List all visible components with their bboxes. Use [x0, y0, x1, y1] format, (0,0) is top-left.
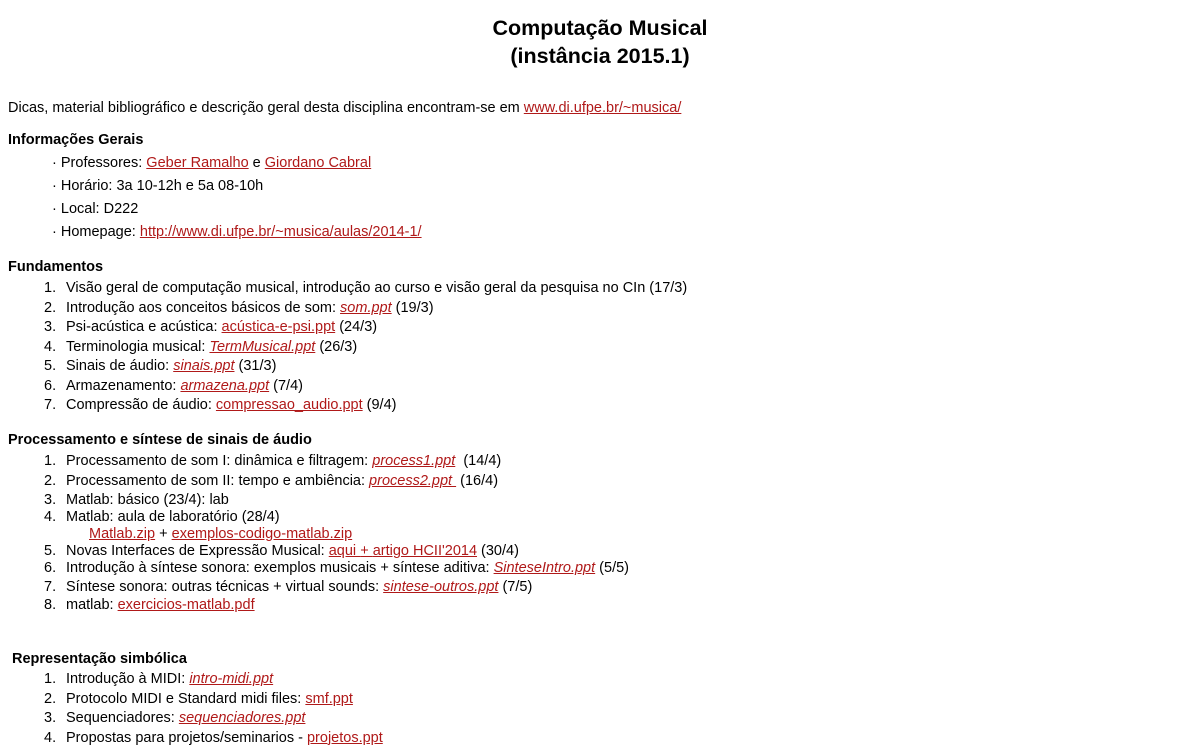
sequenciadores-ppt-link[interactable]: sequenciadores.ppt	[178, 710, 306, 726]
smf-ppt-link[interactable]: smf.ppt	[305, 690, 353, 707]
fundamentos-item-5: 5. Sinais de áudio: sinais.ppt (31/3)	[44, 358, 277, 374]
termmusical-ppt-link[interactable]: TermMusical.ppt	[209, 338, 316, 355]
fundamentos-item-3: 3. Psi-acústica e acústica: acústica-e-psi.ppt (24/3)	[44, 319, 378, 335]
info-heading: Informações Gerais	[8, 132, 144, 148]
location-item	[52, 201, 138, 217]
representacao-item-1: 1. Introdução à MIDI: intro-midi.ppt	[44, 671, 274, 687]
professor-giordano-link[interactable]: Giordano Cabral	[264, 155, 372, 171]
processamento-item-1: 1. Processamento de som I: dinâmica e filtragem: process1.ppt (14/4)	[44, 453, 502, 469]
page-subtitle: (instância 2015.1)	[510, 44, 690, 68]
compressao-audio-ppt-link[interactable]: compressao_audio.ppt	[215, 397, 363, 413]
page-title: Computação Musical	[492, 16, 708, 40]
aqui-link[interactable]: aqui	[328, 543, 361, 559]
processamento-item-4: 4. Matlab: aula de laboratório (28/4)	[44, 509, 280, 525]
matlab-downloads: Matlab.zip + exemplos-codigo-matlab.zip	[89, 526, 353, 542]
bullet: ·	[52, 155, 57, 171]
processamento-item-7: 7. Síntese sonora: outras técnicas + virtual sounds: sintese-outros.ppt (7/5)	[44, 579, 533, 595]
process2-ppt-link[interactable]: process2.ppt	[369, 472, 457, 489]
artigo-hcii-link[interactable]: artigo HCII'2014	[372, 543, 478, 559]
processamento-item-6: 6. Introdução à síntese sonora: exemplos musicais + síntese aditiva: SinteseIntro.ppt (5/5)	[44, 560, 629, 576]
exercicios-matlab-pdf-link[interactable]: exercicios-matlab.pdf	[117, 597, 255, 613]
fundamentos-item-6: 6. Armazenamento: armazena.ppt (7/4)	[44, 377, 303, 394]
matlab-zip-link[interactable]: Matlab.zip	[89, 526, 156, 542]
intro-paragraph	[8, 100, 681, 116]
professors-item	[52, 155, 371, 171]
fundamentos-item-1: 1. Visão geral de computação musical, introdução ao curso e visão geral da pesquisa no CIn (17/3)	[44, 280, 688, 296]
professors-label: Professores:	[60, 155, 147, 171]
fundamentos-item-7: 7. Compressão de áudio: compressao_audio.ppt (9/4)	[44, 397, 397, 413]
sinteseintro-ppt-link[interactable]: SinteseIntro.ppt	[493, 560, 596, 576]
processamento-item-2: 2. Processamento de som II: tempo e ambiência: process2.ppt (16/4)	[44, 472, 499, 489]
representacao-item-4: 4. Propostas para projetos/seminarios - projetos.ppt	[44, 729, 383, 746]
som-ppt-link[interactable]: som.ppt	[340, 299, 392, 316]
fundamentos-item-4: 4. Terminologia musical: TermMusical.ppt (26/3)	[44, 338, 358, 355]
fundamentos-heading: Fundamentos	[8, 259, 104, 275]
representacao-item-3: 3. Sequenciadores: sequenciadores.ppt	[44, 710, 306, 726]
course-site-link[interactable]: www.di.ufpe.br/~musica/	[523, 100, 682, 116]
processamento-item-8: 8. matlab: exercicios-matlab.pdf	[44, 597, 255, 613]
bullet: ·	[52, 224, 57, 240]
homepage-item	[52, 224, 422, 240]
homepage-label: Homepage:	[60, 224, 140, 240]
intro-midi-ppt-link[interactable]: intro-midi.ppt	[189, 671, 274, 687]
fundamentos-item-2: 2. Introdução aos conceitos básicos de som: som.ppt (19/3)	[44, 299, 434, 316]
processamento-heading: Processamento e síntese de sinais de áudio	[8, 432, 312, 448]
representacao-item-2: 2. Protocolo MIDI e Standard midi files: smf.ppt	[44, 690, 353, 707]
location-text: Local: D222	[60, 201, 139, 217]
conjunction-text: e	[248, 155, 265, 171]
armazena-ppt-link[interactable]: armazena.ppt	[180, 377, 270, 394]
bullet: ·	[52, 201, 57, 217]
sintese-outros-ppt-link[interactable]: sintese-outros.ppt	[383, 579, 499, 595]
projetos-ppt-link[interactable]: projetos.ppt	[306, 729, 383, 746]
processamento-item-5: 5. Novas Interfaces de Expressão Musical: aqui + artigo HCII'2014 (30/4)	[44, 543, 519, 559]
representacao-heading: Representação simbólica	[12, 651, 187, 667]
plus-link[interactable]: +	[360, 543, 373, 559]
process1-ppt-link[interactable]: process1.ppt	[372, 453, 456, 469]
professor-geber-link[interactable]: Geber Ramalho	[146, 155, 249, 171]
homepage-link[interactable]: http://www.di.ufpe.br/~musica/aulas/2014-1/	[139, 224, 422, 240]
exemplos-codigo-matlab-link[interactable]: exemplos-codigo-matlab.zip	[171, 526, 353, 542]
sinais-ppt-link[interactable]: sinais.ppt	[173, 358, 235, 374]
intro-text: Dicas, material bibliográfico e descrição geral desta disciplina encontram-se em	[8, 100, 524, 116]
schedule-text: Horário: 3a 10-12h e 5a 08-10h	[60, 178, 264, 194]
acustica-psi-ppt-link[interactable]: acústica-e-psi.ppt	[221, 319, 336, 335]
bullet: ·	[52, 178, 57, 194]
processamento-item-3: 3. Matlab: básico (23/4): lab	[44, 492, 229, 508]
schedule-item	[52, 178, 263, 194]
